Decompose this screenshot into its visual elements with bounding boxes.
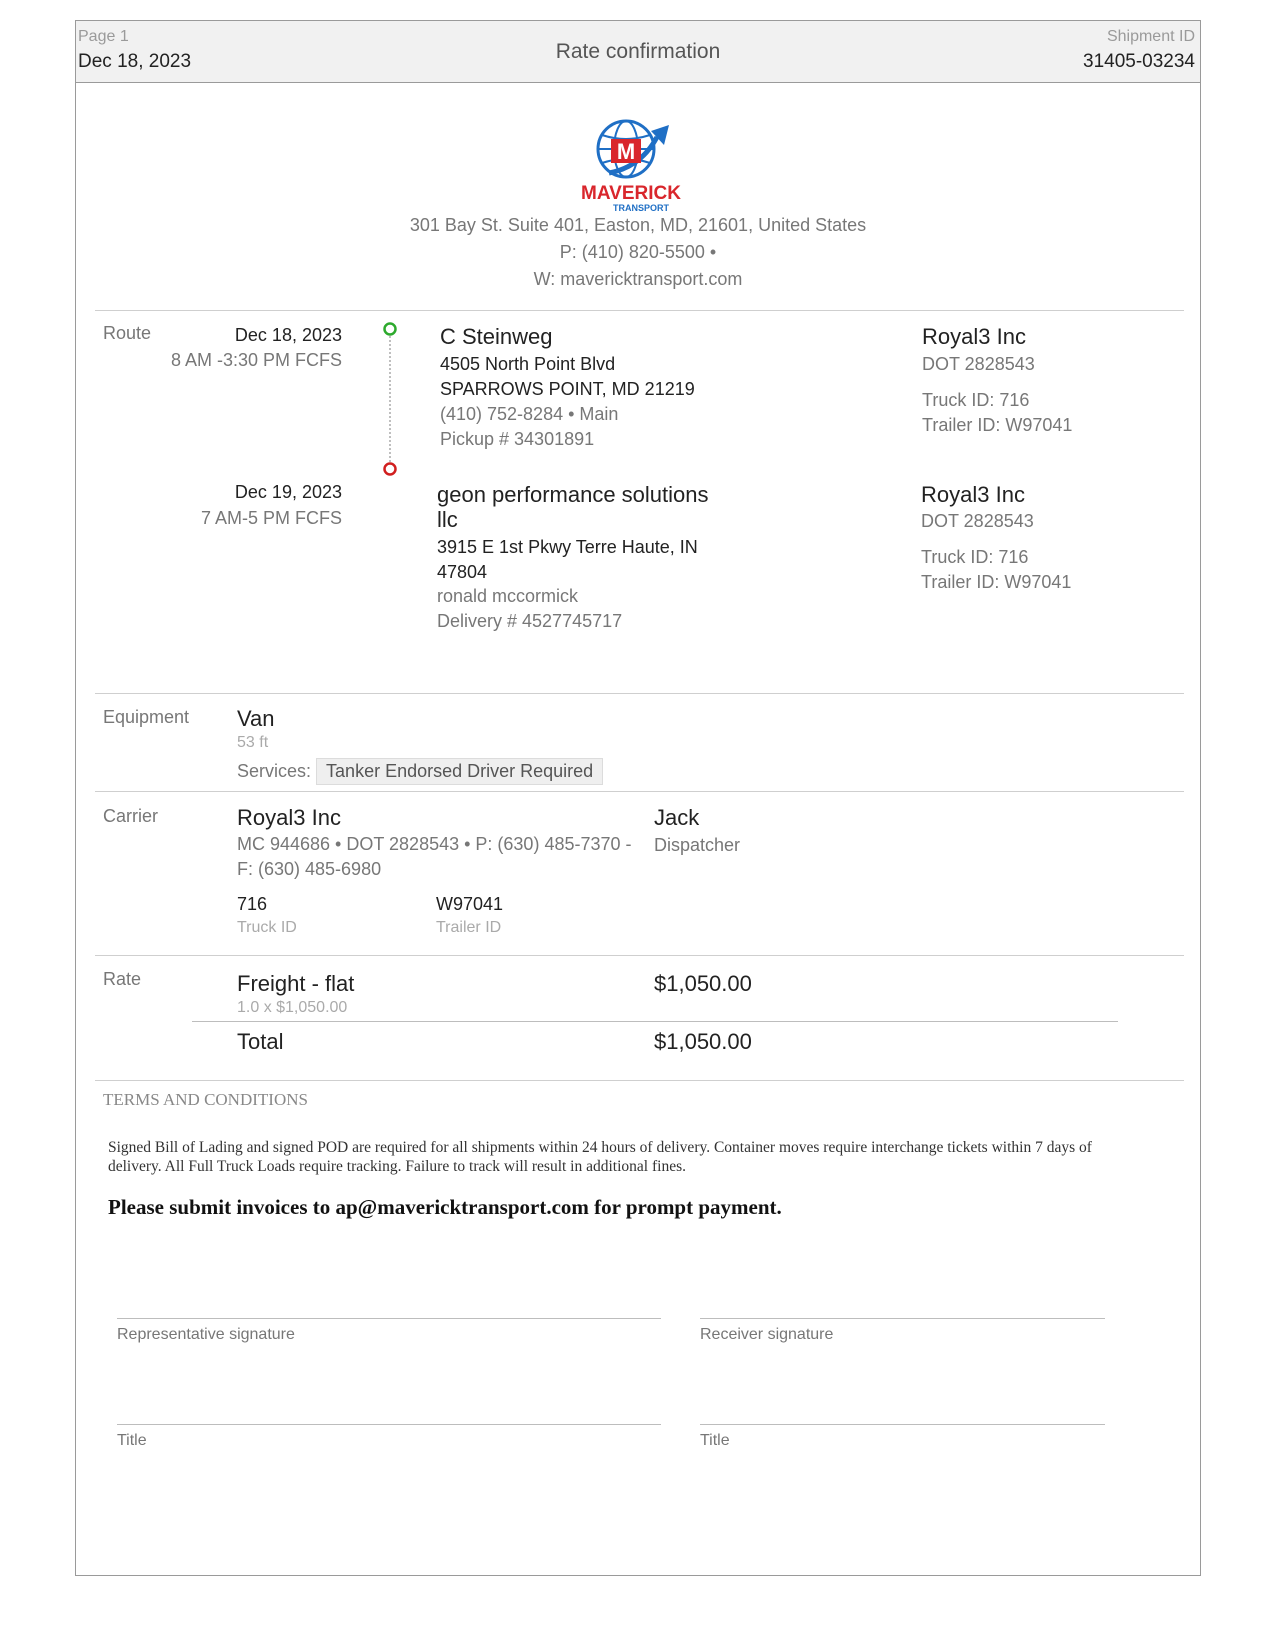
delivery-reference: Delivery # 4527745717 xyxy=(437,611,623,631)
document-header xyxy=(76,21,1200,83)
pickup-address-line1: 4505 North Point Blvd xyxy=(440,354,616,374)
dispatcher-name: Jack xyxy=(654,805,700,830)
svg-text:MAVERICK: MAVERICK xyxy=(581,183,681,204)
representative-signature-label: Representative signature xyxy=(117,1326,295,1343)
carrier-label: Carrier xyxy=(103,806,159,826)
company-phone: P: (410) 820-5500 • xyxy=(559,242,717,262)
equipment-type: Van xyxy=(237,706,275,731)
delivery-contact: ronald mccormick xyxy=(437,586,579,606)
service-badge: Tanker Endorsed Driver Required xyxy=(316,758,603,785)
company-logo xyxy=(531,115,731,227)
delivery-address: 3915 E 1st Pkwy Terre Haute, IN 47804 xyxy=(437,537,698,582)
shipment-id-label: Shipment ID xyxy=(1106,28,1195,45)
representative-title-line xyxy=(117,1424,661,1425)
receiver-title-label: Title xyxy=(700,1432,730,1449)
pickup-truck-id: Truck ID: 716 xyxy=(922,390,1030,410)
pickup-carrier-name: Royal3 Inc xyxy=(922,324,1026,349)
rate-confirmation-page xyxy=(75,20,1201,1576)
terms-heading: TERMS AND CONDITIONS xyxy=(103,1090,308,1109)
rate-item-name: Freight - flat xyxy=(237,971,355,996)
company-website: W: mavericktransport.com xyxy=(533,269,743,289)
carrier-name: Royal3 Inc xyxy=(237,805,341,830)
representative-signature-line xyxy=(117,1318,661,1319)
receiver-signature-line xyxy=(700,1318,1105,1319)
divider xyxy=(95,693,1184,694)
pickup-location-name: C Steinweg xyxy=(440,324,553,349)
company-address: 301 Bay St. Suite 401, Easton, MD, 21601, United States xyxy=(409,215,867,235)
rate-total-label: Total xyxy=(237,1029,284,1054)
carrier-trailer-id-label: Trailer ID xyxy=(436,919,502,936)
services-row xyxy=(237,758,603,785)
terms-body: Signed Bill of Lading and signed POD are required for all shipments within 24 hours of delivery. Container moves require interchange tickets within 7 days of delivery. All Full Truck Loads require tracking. Failure to track will result in additional fines. xyxy=(108,1139,1092,1175)
carrier-truck-id-label: Truck ID xyxy=(237,919,297,936)
rate-item-detail: 1.0 x $1,050.00 xyxy=(237,999,348,1016)
divider xyxy=(95,1080,1184,1081)
svg-text:M: M xyxy=(616,139,636,164)
representative-title-label: Title xyxy=(117,1432,147,1449)
delivery-date: Dec 19, 2023 xyxy=(234,482,342,502)
divider xyxy=(95,791,1184,792)
divider xyxy=(95,310,1184,311)
receiver-signature-label: Receiver signature xyxy=(700,1326,834,1343)
delivery-time: 7 AM-5 PM FCFS xyxy=(200,508,342,528)
page-number-label: Page 1 xyxy=(78,28,129,45)
carrier-details: MC 944686 • DOT 2828543 • P: (630) 485-7370 - F: (630) 485-6980 xyxy=(237,834,632,879)
receiver-title-line xyxy=(700,1424,1105,1425)
route-label: Route xyxy=(103,323,152,343)
pickup-address-line2: SPARROWS POINT, MD 21219 xyxy=(440,379,695,399)
rate-label: Rate xyxy=(103,969,142,989)
delivery-carrier-dot: DOT 2828543 xyxy=(921,511,1034,531)
pickup-carrier-dot: DOT 2828543 xyxy=(922,354,1035,374)
document-date: Dec 18, 2023 xyxy=(78,51,192,72)
document-title: Rate confirmation xyxy=(555,40,721,63)
carrier-trailer-id: W97041 xyxy=(436,894,504,914)
rate-total-divider xyxy=(192,1021,1118,1022)
route-timeline xyxy=(382,321,398,481)
equipment-label: Equipment xyxy=(103,707,190,727)
pickup-contact: (410) 752-8284 • Main xyxy=(440,404,619,424)
shipment-id: 31405-03234 xyxy=(1083,51,1195,72)
rate-item-amount: $1,050.00 xyxy=(654,971,752,996)
pickup-reference: Pickup # 34301891 xyxy=(440,429,595,449)
pickup-date: Dec 18, 2023 xyxy=(234,325,342,345)
pickup-time: 8 AM -3:30 PM FCFS xyxy=(170,350,342,370)
rate-total-amount: $1,050.00 xyxy=(654,1029,752,1054)
delivery-carrier-name: Royal3 Inc xyxy=(921,482,1025,507)
delivery-trailer-id: Trailer ID: W97041 xyxy=(921,572,1072,592)
carrier-truck-id: 716 xyxy=(237,894,268,914)
equipment-length: 53 ft xyxy=(237,734,269,751)
invoice-note: Please submit invoices to ap@mavericktransport.com for prompt payment. xyxy=(108,1195,782,1219)
svg-text:TRANSPORT: TRANSPORT xyxy=(613,203,669,213)
dispatcher-role: Dispatcher xyxy=(654,835,741,855)
delivery-location-name: geon performance solutions llc xyxy=(437,482,709,532)
services-label: Services: xyxy=(237,761,312,781)
divider xyxy=(95,955,1184,956)
delivery-truck-id: Truck ID: 716 xyxy=(921,547,1029,567)
pickup-trailer-id: Trailer ID: W97041 xyxy=(922,415,1073,435)
